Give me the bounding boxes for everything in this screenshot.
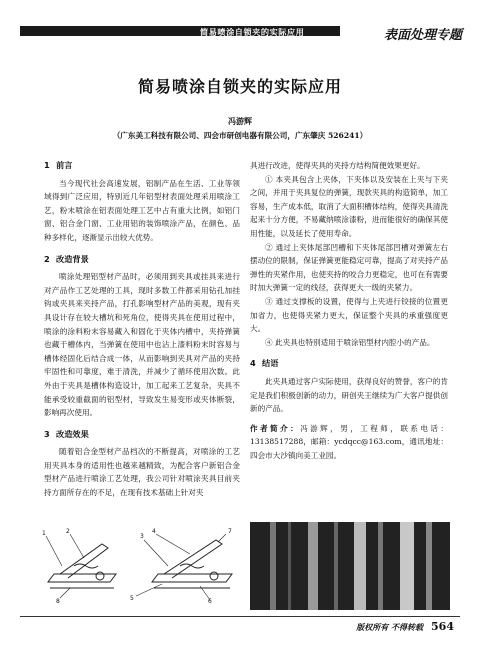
list-item: ① 本夹具包含上夹体，下夹体以及安装在上夹与下夹之间，并用于夹具复位的弹簧，现款夹具的构造简单，加工容易，生产成本低，取消了大面积槽体结构，使得夹具清洗起来十分方便，不易藏纳喷涂漆粉，进而能很好的确保其使用性能，以及延长了使用寿命。 [250, 174, 448, 238]
paragraph: 随着铝合金型材产品档次的不断提高，对喷涂的工艺用夹具本身的适用性也越来越精致，为配合客户新铝合金型材产品进行喷涂工艺处理，我公司针对喷涂夹具目前夹持方面所存在的不足，在现有技术基础上针对夹 [44, 447, 240, 498]
paragraph: 喷涂处理铝型材产品时，必须用到夹具或挂具来进行对产品作工艺处理的工具，现时多数工件都采用钻孔加挂钩或夹具来夹持产品，打孔影响型材产品的美观，现有夹具设计存在较大槽坑和死角位，使得夹具在使用过程中，喷涂的涂料粉末容易藏入和固化于夹体内槽中，夹持弹簧也藏于槽体内，当弹簧在使用中也沾上漆料粉末时容易与槽体经固化后结合成一体，从而影响到夹具对产品的夹持牢固性和可靠度，难于清洗，并减少了循环使用次数。此外由于夹具是槽体构造设计，加工起来工艺复杂，夹具不能承受较重截面的铝型材，导致发生易变形或夹体断裂，影响再次使用。 [44, 272, 240, 418]
figure-callout: 6 [208, 598, 212, 604]
figure-callout: 2 [66, 528, 70, 535]
figure-callout: 7 [228, 528, 232, 535]
paragraph: 此夹具通过客户实际使用，获得良好的赞誉，客户的肯定是我们积极创新的动力，研创夹王继续为广大客户提供创新的产品。 [250, 376, 448, 414]
author-name: 冯游辉 [228, 116, 252, 126]
figure-callout: 1 [42, 530, 46, 537]
figure-callout: 5 [130, 595, 134, 602]
left-column [44, 159, 240, 500]
list-item: ③ 通过支撑板的设置，使得与上夹进行铰接的位置更加省力，也使得夹紧力更大，保证整个夹具的承重强度更大。 [250, 296, 448, 334]
section-heading: 2 改造背景 [44, 253, 89, 264]
right-column [250, 159, 448, 462]
product-photo [250, 522, 450, 610]
figure-callout: 4 [152, 528, 156, 535]
footer-rule [20, 616, 460, 617]
clamp-drawing [40, 526, 242, 604]
figure-callout: 3 [140, 533, 144, 540]
list-item: ② 通过上夹体尾部凹槽和下夹体尾部凹槽对弹簧左右摆动位的限制，保证弹簧更能稳定可靠，提高了对夹持产品弹性的夹紧作用，也使夹持的咬合力更稳定，也可在有需要时加大弹簧一定的线径，获得更大一级的夹紧力。 [250, 242, 448, 293]
section-heading: 3 改造效果 [44, 428, 89, 439]
author-info: 作者简介：冯游辉，男，工程师，联系电话：13138517288，邮箱：ycdqcc@163.com，通讯地址：四会市大沙镇向美工业园。 [250, 423, 449, 460]
list-item: ④ 此夹具也特别适用于喷涂铝型材内腔小的产品。 [265, 337, 435, 347]
paragraph: 具进行改进，使得夹具的夹持方结构简便效果更好。 [250, 161, 425, 170]
figure-callout: 8 [56, 598, 60, 604]
article-title: 简易喷涂自锁夹的实际应用 [137, 77, 342, 96]
running-title: 简易喷涂自锁夹的实际应用 [200, 27, 305, 37]
section-label: 表面处理专题 [383, 28, 462, 43]
page-number: 564 [431, 620, 454, 633]
copyright-text: 版权所有 不得转载 [356, 622, 424, 632]
section-heading: 4 结语 [250, 358, 279, 369]
page-footer [356, 620, 454, 633]
affiliation: （广东美工科技有限公司、四会市研创电器有限公司，广东肇庆 526241） [112, 131, 368, 140]
section-heading: 1 前言 [44, 160, 73, 170]
paragraph: 当今现代社会高速发展，铝制产品在生活、工业等领域得到广泛应用，特别近几年铝型材表面处理采用喷涂工艺，粉末喷涂在铝表面处理工艺中占有重大比例，如铝门窗、铝合金门窗、工业用铝的装饰喷涂产品，在颜色、品种多样化，逐渐显示出较大优势。 [44, 178, 240, 242]
